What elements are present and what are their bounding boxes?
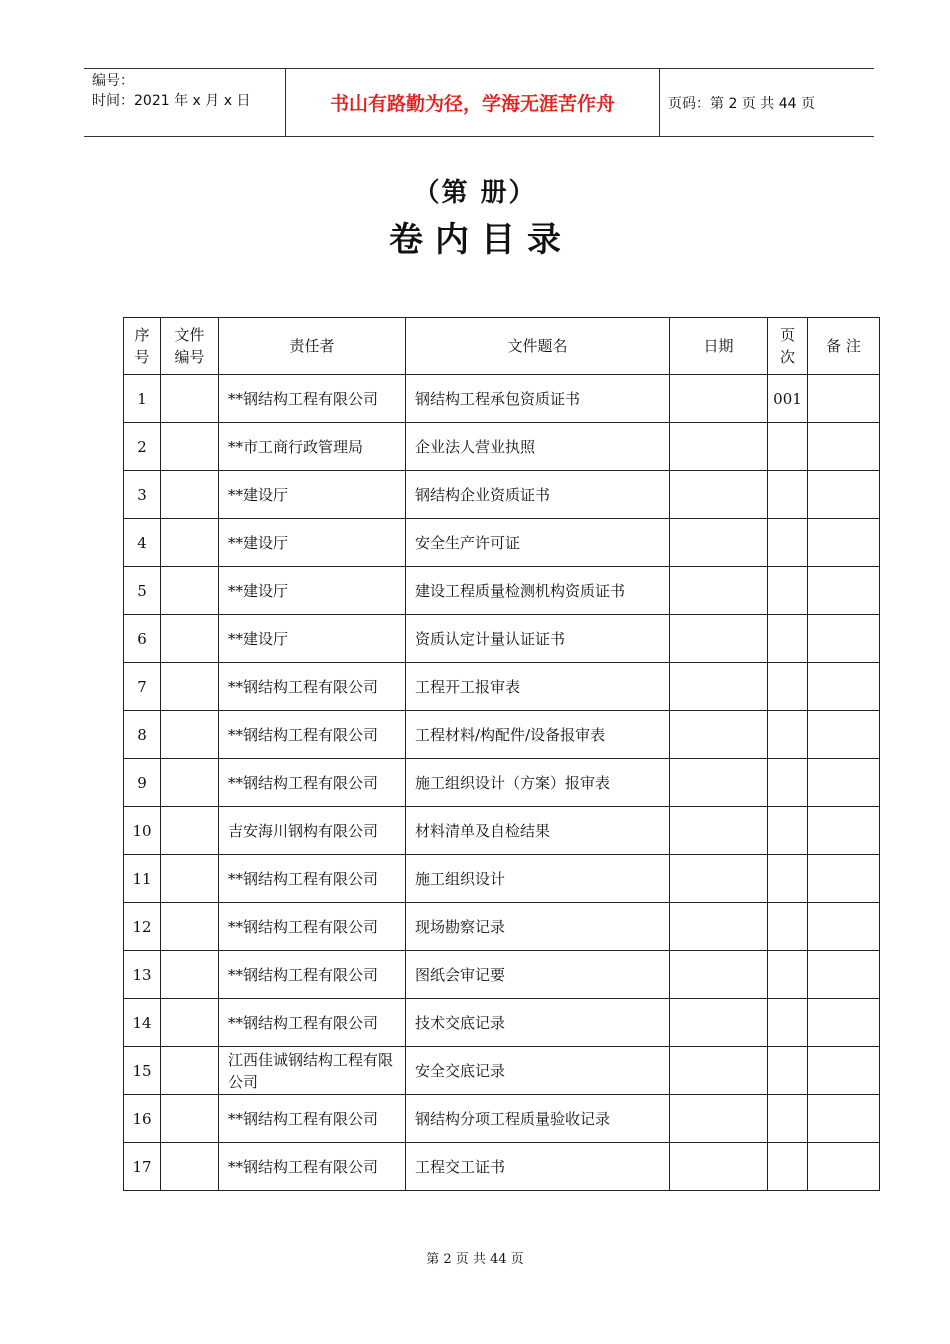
row-page bbox=[768, 807, 808, 855]
row-page bbox=[768, 999, 808, 1047]
row-title: 技术交底记录 bbox=[406, 999, 670, 1047]
row-file-no bbox=[161, 903, 219, 951]
row-page bbox=[768, 471, 808, 519]
row-page bbox=[768, 567, 808, 615]
row-file-no bbox=[161, 663, 219, 711]
row-title: 工程交工证书 bbox=[406, 1143, 670, 1191]
row-date bbox=[670, 423, 768, 471]
row-remark bbox=[808, 855, 880, 903]
row-date bbox=[670, 519, 768, 567]
table-row bbox=[124, 663, 880, 711]
row-responsible: **钢结构工程有限公司 bbox=[219, 1095, 406, 1143]
row-responsible: **钢结构工程有限公司 bbox=[219, 999, 406, 1047]
row-file-no bbox=[161, 567, 219, 615]
row-seq: 9 bbox=[124, 759, 161, 807]
table-row bbox=[124, 375, 880, 423]
row-date bbox=[670, 807, 768, 855]
row-file-no bbox=[161, 1047, 219, 1095]
row-seq: 12 bbox=[124, 903, 161, 951]
row-title: 施工组织设计（方案）报审表 bbox=[406, 759, 670, 807]
row-page bbox=[768, 1095, 808, 1143]
header-date: 日期 bbox=[670, 318, 768, 375]
row-responsible: 江西佳诚钢结构工程有限公司 bbox=[219, 1047, 406, 1095]
row-remark bbox=[808, 1143, 880, 1191]
row-page bbox=[768, 711, 808, 759]
table-row bbox=[124, 615, 880, 663]
table-row bbox=[124, 951, 880, 999]
table-row bbox=[124, 807, 880, 855]
row-responsible: **市工商行政管理局 bbox=[219, 423, 406, 471]
header-file-title: 文件题名 bbox=[406, 318, 670, 375]
row-seq: 14 bbox=[124, 999, 161, 1047]
row-seq: 13 bbox=[124, 951, 161, 999]
row-seq: 10 bbox=[124, 807, 161, 855]
header-seq: 序 号 bbox=[124, 318, 161, 375]
row-file-no bbox=[161, 759, 219, 807]
row-file-no bbox=[161, 1143, 219, 1191]
table-row bbox=[124, 567, 880, 615]
row-seq: 6 bbox=[124, 615, 161, 663]
row-responsible: **钢结构工程有限公司 bbox=[219, 1143, 406, 1191]
row-date bbox=[670, 1143, 768, 1191]
row-date bbox=[670, 615, 768, 663]
row-title: 现场勘察记录 bbox=[406, 903, 670, 951]
row-seq: 16 bbox=[124, 1095, 161, 1143]
row-responsible: **建设厅 bbox=[219, 567, 406, 615]
row-date bbox=[670, 711, 768, 759]
row-date bbox=[670, 567, 768, 615]
row-page bbox=[768, 1047, 808, 1095]
row-seq: 17 bbox=[124, 1143, 161, 1191]
header-page: 页 次 bbox=[768, 318, 808, 375]
row-remark bbox=[808, 951, 880, 999]
row-seq: 15 bbox=[124, 1047, 161, 1095]
row-responsible: **钢结构工程有限公司 bbox=[219, 951, 406, 999]
row-date bbox=[670, 999, 768, 1047]
row-page bbox=[768, 855, 808, 903]
row-date bbox=[670, 663, 768, 711]
row-date bbox=[670, 1047, 768, 1095]
row-date bbox=[670, 471, 768, 519]
page-footer: 第 2 页 共 44 页 bbox=[426, 1252, 524, 1267]
catalog-table bbox=[123, 317, 880, 1191]
row-file-no bbox=[161, 519, 219, 567]
time-label: 时间：2021 年 x 月 x 日 bbox=[92, 93, 251, 109]
table-row bbox=[124, 759, 880, 807]
row-page bbox=[768, 1143, 808, 1191]
row-responsible: 吉安海川钢构有限公司 bbox=[219, 807, 406, 855]
row-remark bbox=[808, 903, 880, 951]
row-seq: 3 bbox=[124, 471, 161, 519]
row-file-no bbox=[161, 855, 219, 903]
row-file-no bbox=[161, 951, 219, 999]
row-date bbox=[670, 951, 768, 999]
row-remark bbox=[808, 999, 880, 1047]
volume-label: （第 册） bbox=[413, 178, 537, 208]
table-row bbox=[124, 999, 880, 1047]
row-page bbox=[768, 423, 808, 471]
row-responsible: **钢结构工程有限公司 bbox=[219, 375, 406, 423]
row-file-no bbox=[161, 1095, 219, 1143]
row-title: 材料清单及自检结果 bbox=[406, 807, 670, 855]
table-row bbox=[124, 1095, 880, 1143]
row-seq: 7 bbox=[124, 663, 161, 711]
row-responsible: **钢结构工程有限公司 bbox=[219, 759, 406, 807]
header-meta bbox=[92, 71, 282, 111]
row-page bbox=[768, 759, 808, 807]
row-file-no bbox=[161, 711, 219, 759]
row-responsible: **钢结构工程有限公司 bbox=[219, 903, 406, 951]
row-remark bbox=[808, 759, 880, 807]
row-page bbox=[768, 903, 808, 951]
row-remark bbox=[808, 471, 880, 519]
row-responsible: **建设厅 bbox=[219, 615, 406, 663]
row-remark bbox=[808, 1047, 880, 1095]
row-remark bbox=[808, 615, 880, 663]
row-title: 资质认定计量认证证书 bbox=[406, 615, 670, 663]
header-page-label: 页码：第 2 页 共 44 页 bbox=[668, 95, 815, 112]
row-remark bbox=[808, 567, 880, 615]
row-seq: 2 bbox=[124, 423, 161, 471]
page-header bbox=[84, 68, 874, 137]
row-page bbox=[768, 519, 808, 567]
header-remark: 备 注 bbox=[808, 318, 880, 375]
table-row bbox=[124, 471, 880, 519]
row-title: 钢结构企业资质证书 bbox=[406, 471, 670, 519]
table-row bbox=[124, 1143, 880, 1191]
row-page bbox=[768, 663, 808, 711]
row-title: 施工组织设计 bbox=[406, 855, 670, 903]
row-date bbox=[670, 375, 768, 423]
header-file-no: 文件 编号 bbox=[161, 318, 219, 375]
row-remark bbox=[808, 519, 880, 567]
header-responsible: 责任者 bbox=[219, 318, 406, 375]
row-remark bbox=[808, 711, 880, 759]
row-file-no bbox=[161, 999, 219, 1047]
row-remark bbox=[808, 1095, 880, 1143]
row-remark bbox=[808, 423, 880, 471]
row-seq: 11 bbox=[124, 855, 161, 903]
row-remark bbox=[808, 663, 880, 711]
row-file-no bbox=[161, 807, 219, 855]
row-file-no bbox=[161, 423, 219, 471]
row-file-no bbox=[161, 615, 219, 663]
row-title: 企业法人营业执照 bbox=[406, 423, 670, 471]
table-row bbox=[124, 855, 880, 903]
row-title: 图纸会审记要 bbox=[406, 951, 670, 999]
row-seq: 1 bbox=[124, 375, 161, 423]
row-title: 安全生产许可证 bbox=[406, 519, 670, 567]
table-row bbox=[124, 903, 880, 951]
row-remark bbox=[808, 375, 880, 423]
row-responsible: **钢结构工程有限公司 bbox=[219, 663, 406, 711]
table-row bbox=[124, 423, 880, 471]
row-date bbox=[670, 759, 768, 807]
row-title: 工程开工报审表 bbox=[406, 663, 670, 711]
row-seq: 4 bbox=[124, 519, 161, 567]
page-title: 卷内目录 bbox=[389, 220, 573, 260]
row-responsible: **钢结构工程有限公司 bbox=[219, 855, 406, 903]
row-title: 钢结构工程承包资质证书 bbox=[406, 375, 670, 423]
table-row bbox=[124, 1047, 880, 1095]
row-page bbox=[768, 615, 808, 663]
row-seq: 8 bbox=[124, 711, 161, 759]
row-date bbox=[670, 1095, 768, 1143]
row-title: 安全交底记录 bbox=[406, 1047, 670, 1095]
row-page: 001 bbox=[768, 375, 808, 423]
table-row bbox=[124, 519, 880, 567]
row-responsible: **建设厅 bbox=[219, 471, 406, 519]
row-title: 建设工程质量检测机构资质证书 bbox=[406, 567, 670, 615]
row-page bbox=[768, 951, 808, 999]
row-file-no bbox=[161, 375, 219, 423]
table-row bbox=[124, 711, 880, 759]
row-seq: 5 bbox=[124, 567, 161, 615]
row-file-no bbox=[161, 471, 219, 519]
row-date bbox=[670, 903, 768, 951]
table-header-row bbox=[124, 318, 880, 375]
header-motto: 书山有路勤为径，学海无涯苦作舟 bbox=[285, 69, 660, 136]
number-label: 编号： bbox=[92, 73, 134, 89]
row-remark bbox=[808, 807, 880, 855]
row-date bbox=[670, 855, 768, 903]
row-title: 工程材料/构配件/设备报审表 bbox=[406, 711, 670, 759]
row-responsible: **建设厅 bbox=[219, 519, 406, 567]
row-title: 钢结构分项工程质量验收记录 bbox=[406, 1095, 670, 1143]
row-responsible: **钢结构工程有限公司 bbox=[219, 711, 406, 759]
